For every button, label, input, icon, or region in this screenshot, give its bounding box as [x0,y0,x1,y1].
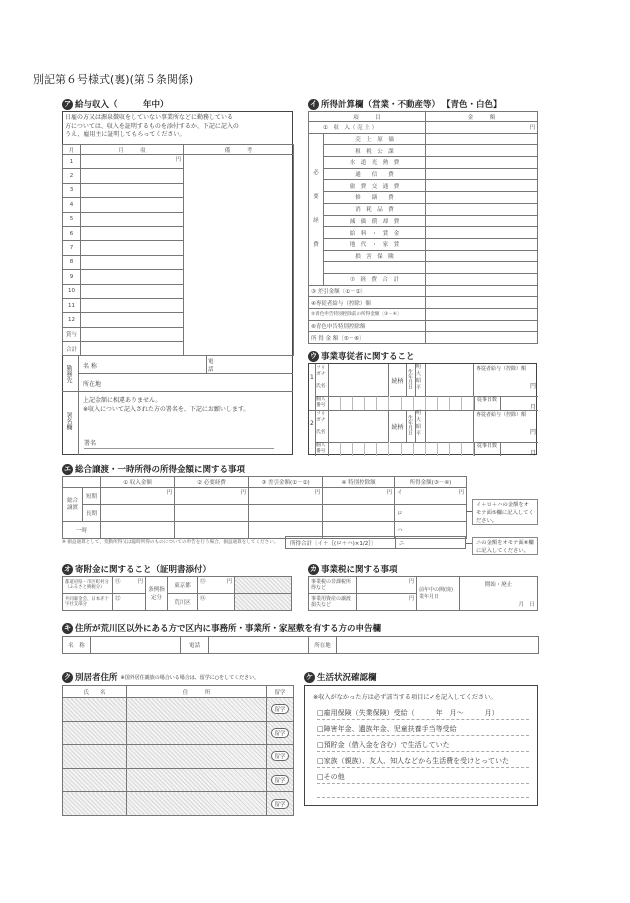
monthly-income-field[interactable] [81,183,184,197]
table-row [309,145,538,157]
table-row [309,332,538,344]
transfer-total: 所得合計〔イ＋｛(ロ＋ハ)×1/2｝〕 ニ [285,536,466,549]
table-row [309,203,538,215]
month-label: 1 [63,155,81,169]
calc-amount-field[interactable]: 円 [426,122,538,134]
office-phone-field[interactable] [209,637,309,654]
calc-item-label: 地 代 ・ 家 賃 [324,238,426,250]
residence-name-field[interactable] [63,721,127,745]
table-row [309,262,538,274]
month-label: 7 [63,241,81,255]
sign-line[interactable] [84,448,274,449]
calc-item-label: ③ 差引金額〔①－②〕 [309,285,426,297]
transfer-side-note-2: ニの金額をオモテ面⑥欄に記入してください。 [472,537,538,555]
table-row [309,133,538,145]
office-address-field[interactable] [337,637,539,654]
calc-item-label: 減 価 償 却 費 [324,215,426,227]
remarks-field[interactable] [184,155,294,356]
month-label: 6 [63,226,81,240]
calc-item-label: 通 信 費 [324,168,426,180]
calc-amount-field[interactable] [426,320,538,332]
residence-address-field[interactable] [127,721,267,745]
monthly-income-field[interactable]: 円 [81,155,184,169]
table-row [63,745,294,769]
table-row [309,285,538,297]
monthly-income-field[interactable] [81,298,184,312]
study-abroad-toggle[interactable]: 留学 [267,745,294,769]
calc-amount-field[interactable] [426,203,538,215]
living-status-option[interactable]: □預貯金（借入金を含む）で生活していた [317,741,450,749]
calc-amount-field[interactable] [426,262,538,274]
residence-address-field[interactable] [127,698,267,722]
monthly-income-field[interactable] [81,255,184,269]
calc-amount-field[interactable] [426,309,538,321]
calc-amount-field[interactable] [426,273,538,285]
calc-item-label [324,262,426,274]
monthly-income-field[interactable] [81,169,184,183]
salary-table: 月 月 収 備 考 1 円 2 3 4 5 6 7 8 9 10 11 12 賞与 合計 [62,144,294,356]
calc-amount-field[interactable] [426,145,538,157]
table-row [309,297,538,309]
monthly-income-field[interactable] [81,226,184,240]
living-status-option[interactable]: □雇用保険（失業保険）受給（ 年 月〜 月） [317,709,499,717]
month-label: 9 [63,270,81,284]
business-tax-table: 事業税の非課税所得など 円 前年中の開(廃)業年月日 開始・廃止 月 日 事業用資産の譲渡損失など 円 [308,576,538,611]
table-row [309,122,538,134]
calc-amount-field[interactable] [426,133,538,145]
employer-label: 勤務先 [65,365,72,383]
month-label: 2 [63,169,81,183]
study-abroad-toggle[interactable]: 留学 [267,792,294,816]
doc-title: 別記第６号様式(裏)(第５条関係) [33,73,194,86]
living-status-option[interactable]: □家族（親族）、友人、知人などから生活費を受けとっていた [317,757,509,765]
table-row [309,157,538,169]
monthly-income-field[interactable] [81,342,184,356]
calc-amount-field[interactable] [426,332,538,344]
transfer-table: ① 収入金額 ② 必要経費 ③ 差引金額(①－②) ④ 特別控除額 所得金額(③－④) 総合譲渡 短期 円 円 円 円 イ 円 長期 ロ 一時 ハ [62,476,467,539]
calc-item-label: 損 害 保 険 [324,250,426,262]
living-status-heading: ケ 生活状況確認欄 [306,673,377,683]
residence-name-field[interactable] [63,768,127,792]
salary-note: 日雇の方又は源泉徴収をしていない事業所などに勤務している 方については、収入を証明するものを添付するか、下記に記入の うえ、雇用主に証明してもらってください。 [65,114,239,138]
employer-address-field[interactable]: 所在地 [78,374,293,391]
monthly-income-field[interactable] [81,212,184,226]
calc-amount-field[interactable] [426,297,538,309]
donation-table: 都道府県・市区町村分（ふるさと納税分） ⑪ 円 条例指定分 東京都 ⑬ 円 共同募金会、日本赤十字社支部分 ⑫ 荒川区 ⑭ [62,576,292,611]
living-status-box: ※収入がなかった方は必ず該当する項目に✓を記入してください。 □雇用保険（失業保険）受給（ 年 月〜 月） □障害年金、遺族年金、児童扶養手当等受給 □預貯金（借入金を含む）で生活していた □家族（親族）、友人、知人などから生活費を受けとっていた □その他 [304,685,538,806]
table-row [309,320,538,332]
monthly-income-field[interactable] [81,313,184,327]
calc-item-label: 旅 費 交 通 費 [324,180,426,192]
calc-item-label: ⑥青色申告特別控除額 [309,320,426,332]
table-row [309,309,538,321]
monthly-income-field[interactable] [81,198,184,212]
month-label: 12 [63,313,81,327]
residence-name-field[interactable] [63,745,127,769]
office-heading: キ 住所が荒川区以外にある方で区内に事務所・事業所・家屋敷を有する方の申告欄 [64,624,382,634]
transfer-heading: エ 総合譲渡・一時所得の所得金額に関する事項 [64,465,246,475]
month-label: 4 [63,198,81,212]
month-label: 3 [63,183,81,197]
table-row [309,250,538,262]
cert-block: 上記金額に相違ありません。 ※収入について記入された方の署名を、下記にお願いします。 [78,392,293,455]
family-worker-heading: ウ 事業専従者に関すること [310,352,415,362]
family-worker-table: 1 フリガナ 氏名 個人番号 続柄 生年月日 明 大 昭 平 専従者給与（控除）額 円 従事日数 月 2 フリガナ 氏名 個人番号 続柄 生年月日 明 大 昭 平 専従者給与（控除）額 円 従事日数 月 [310,364,536,457]
income-calc-heading: イ 所得計算欄（営業・不動産等） 【青色・白色】 [310,100,502,110]
monthly-income-field[interactable] [81,327,184,341]
employer-phone-label: 電話 [206,356,217,373]
calc-item-label: 租 税 公 課 [324,145,426,157]
sign-label: 署名 [84,440,97,447]
calc-item-label: ① 収 入（ 売 上 ） [309,122,426,134]
office-name-field[interactable] [91,637,181,654]
study-abroad-toggle[interactable]: 留学 [267,768,294,792]
separate-residence-table: 氏 名 住 所 留学 留学 留学 留学 留学 留学 [62,685,294,816]
table-row [309,180,538,192]
calc-amount-field[interactable] [426,215,538,227]
employer-name-field[interactable]: 名 称 [78,356,293,374]
calc-amount-field[interactable] [426,192,538,204]
living-status-option[interactable]: □その他 [317,773,345,781]
calc-amount-field[interactable] [426,180,538,192]
calc-item-label: ⑤青色申告特別控除前の所得金額〔③－④〕 [309,309,426,321]
salary-heading: ア 給与収入（ 年中） [64,100,169,110]
calc-item-label: 所 得 金 額〔⑤－⑥〕 [309,332,426,344]
calc-amount-field[interactable] [426,250,538,262]
month-label: 賞与 [63,327,81,341]
monthly-income-field[interactable] [81,241,184,255]
calc-item-label: 修 繕 費 [324,192,426,204]
study-abroad-toggle[interactable]: 留学 [267,721,294,745]
transfer-side-note-1: イ＋ロ＋ハの金額をオモテ面⑤欄に記入してください。 [472,499,538,525]
table-row [309,273,538,285]
table-row [63,721,294,745]
transfer-note: ※ 損益通算として、変動所得又は臨時所得のものについての申告を行う場合、損益通算をしてください。 [62,540,279,545]
month-label: 11 [63,298,81,312]
separate-residence-heading: ク 別居者住所 ※国外居住親族の場合いる場合は、留学に○をしてください。 [64,673,260,683]
calc-item-label: 消 耗 品 費 [324,203,426,215]
income-calc-table: 項 目 金 額 ① 収 入（ 売 上 ） 円 必要経費 売 上 原 価 租 税 公 課 水 道 光 熱 費 通 信 費 旅 費 交 通 費 修 繕 費 消 耗 品 費 減 価 償 却 費 給 料 ・ 賃 金 地 代 ・ 家 賃 損 害 保 険 ⑦ 経 費 合 計 ③ 差引金額〔①－②〕 ④専従者給与（控除）額 ⑤青色申告特別控除前の所得金額〔③－④〕 ⑥青色申告特別控除額 所 得 金 額〔⑤－⑥〕 [308,111,538,344]
living-status-option[interactable]: □障害年金、遺族年金、児童扶養手当等受給 [317,725,457,733]
table-row [309,168,538,180]
expense-group-label: 必要経費 [309,133,324,285]
monthly-income-field[interactable] [81,270,184,284]
residence-name-field[interactable] [63,792,127,816]
month-label: 10 [63,284,81,298]
calc-amount-field[interactable] [426,227,538,239]
residence-address-field[interactable] [127,768,267,792]
business-tax-heading: カ 事業税に関する事項 [310,565,398,575]
calc-item-label: ⑦ 経 費 合 計 [324,273,426,285]
calc-item-label: 売 上 原 価 [324,133,426,145]
calc-amount-field[interactable] [426,168,538,180]
table-row [309,192,538,204]
calc-item-label: 給 料 ・ 賃 金 [324,227,426,239]
calc-amount-field[interactable] [426,238,538,250]
residence-name-field[interactable] [63,698,127,722]
table-row [63,792,294,816]
table-row [63,768,294,792]
table-row [309,215,538,227]
cert-label: 署名欄 [65,412,72,430]
table-row [63,698,294,722]
office-table: 名 称 電話 所在地 [62,636,539,654]
study-abroad-toggle[interactable]: 留学 [267,698,294,722]
month-label: 8 [63,255,81,269]
calc-item-label: ④専従者給与（控除）額 [309,297,426,309]
calc-amount-field[interactable] [426,285,538,297]
table-row [309,238,538,250]
table-row [63,155,294,169]
calc-amount-field[interactable] [426,157,538,169]
residence-address-field[interactable] [127,792,267,816]
table-row [309,227,538,239]
calc-item-label: 水 道 光 熱 費 [324,157,426,169]
month-label: 合計 [63,342,81,356]
month-label: 5 [63,212,81,226]
residence-address-field[interactable] [127,745,267,769]
donation-heading: オ 寄附金に関すること（証明書添付） [64,565,212,575]
monthly-income-field[interactable] [81,284,184,298]
